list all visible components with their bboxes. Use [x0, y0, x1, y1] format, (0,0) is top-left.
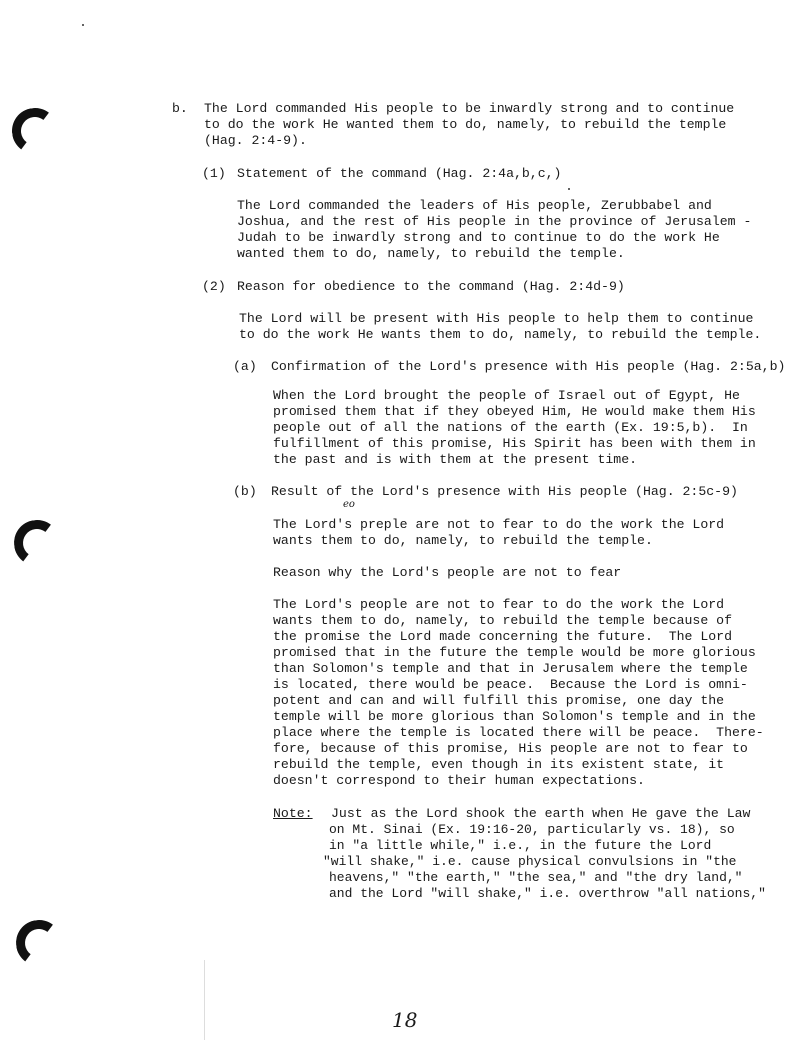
text-line: potent and can and will fulfill this promise, one day the: [273, 693, 725, 708]
text-line: promised that in the future the temple would be more glorious: [273, 645, 756, 660]
item-1-heading: Statement of the command (Hag. 2:4a,b,c,): [237, 166, 562, 181]
text-line: Judah to be inwardly strong and to continue to do the work He: [237, 230, 720, 245]
item-a-body: [273, 388, 756, 468]
text-line: The Lord commanded the leaders of His people, Zerubbabel and: [237, 198, 712, 213]
text-line: fulfillment of this promise, His Spirit has been with them in: [273, 436, 756, 451]
text-line: the promise the Lord made concerning the future. The Lord: [273, 629, 732, 644]
item-b-body-1: [273, 517, 724, 549]
text-line: than Solomon's temple and that in Jerusalem where the temple: [273, 661, 748, 676]
item-2-heading: Reason for obedience to the command (Hag. 2:4d-9): [237, 279, 625, 294]
text-line: heavens," "the earth," "the sea," and "the dry land,": [329, 870, 743, 885]
item-b-heading: Result of the Lord's presence with His people (Hag. 2:5c-9): [271, 484, 738, 499]
item-a-marker: (a): [233, 359, 257, 374]
text-line: rebuild the temple, even though in its existent state, it: [273, 757, 725, 772]
text-line: The Lord commanded His people to be inwardly strong and to continue: [204, 101, 735, 116]
text-line: Joshua, and the rest of His people in the province of Jerusalem -: [237, 214, 752, 229]
note-body: [323, 822, 766, 902]
item-2-marker: (2): [202, 279, 226, 294]
text-line: and the Lord "will shake," i.e. overthrow "all nations,": [329, 886, 766, 901]
text-line: "will shake," i.e. cause physical convulsions in "the: [323, 854, 737, 869]
item-2-body: [239, 311, 761, 343]
section-b-text: [204, 101, 734, 149]
punch-hole-top: [9, 105, 61, 157]
item-1-body: [237, 198, 751, 262]
text-line: the past and is with them at the present time.: [273, 452, 638, 467]
text-line: people out of all the nations of the earth (Ex. 19:5,b). In: [273, 420, 748, 435]
item-1-marker: (1): [202, 166, 226, 181]
speck: [568, 188, 570, 190]
text-line: (Hag. 2:4-9).: [204, 133, 307, 148]
item-b-marker: (b): [233, 484, 257, 499]
reason-heading: Reason why the Lord's people are not to fear: [273, 565, 622, 580]
text-line: in "a little while," i.e., in the future the Lord: [329, 838, 712, 853]
punch-hole-bottom: [13, 917, 65, 969]
text-line: temple will be more glorious than Solomon's temple and in the: [273, 709, 756, 724]
text-line: is located, there would be peace. Because the Lord is omni-: [273, 677, 748, 692]
speck: [82, 24, 84, 26]
text-line: The Lord's preple are not to fear to do the work the Lord: [273, 517, 725, 532]
scan-artifact-line: [204, 960, 205, 1040]
text-line: When the Lord brought the people of Israel out of Egypt, He: [273, 388, 740, 403]
handwritten-correction: eo: [343, 499, 355, 510]
text-line: on Mt. Sinai (Ex. 19:16-20, particularly vs. 18), so: [329, 822, 735, 837]
item-a-heading: Confirmation of the Lord's presence with His people (Hag. 2:5a,b): [271, 359, 786, 374]
text-line: wanted them to do, namely, to rebuild the temple.: [237, 246, 625, 261]
text-line: wants them to do, namely, to rebuild the temple.: [273, 533, 653, 548]
text-line: The Lord will be present with His people to help them to continue: [239, 311, 754, 326]
text-line: to do the work He wanted them to do, namely, to rebuild the temple: [204, 117, 727, 132]
page-number: 18: [392, 1008, 418, 1032]
text-line: place where the temple is located there will be peace. There-: [273, 725, 764, 740]
punch-hole-middle: [11, 517, 63, 569]
text-line: wants them to do, namely, to rebuild the temple because of: [273, 613, 732, 628]
note-first-line: Just as the Lord shook the earth when He gave the Law: [331, 806, 751, 821]
text-line: doesn't correspond to their human expectations.: [273, 773, 645, 788]
text-line: The Lord's people are not to fear to do the work the Lord: [273, 597, 725, 612]
item-b-body-2: [273, 597, 764, 789]
note-label: Note:: [273, 806, 313, 821]
text-line: promised them that if they obeyed Him, He would make them His: [273, 404, 756, 419]
text-line: to do the work He wants them to do, namely, to rebuild the temple.: [239, 327, 762, 342]
text-line: fore, because of this promise, His people are not to fear to: [273, 741, 748, 756]
section-b-marker: b.: [172, 101, 188, 116]
